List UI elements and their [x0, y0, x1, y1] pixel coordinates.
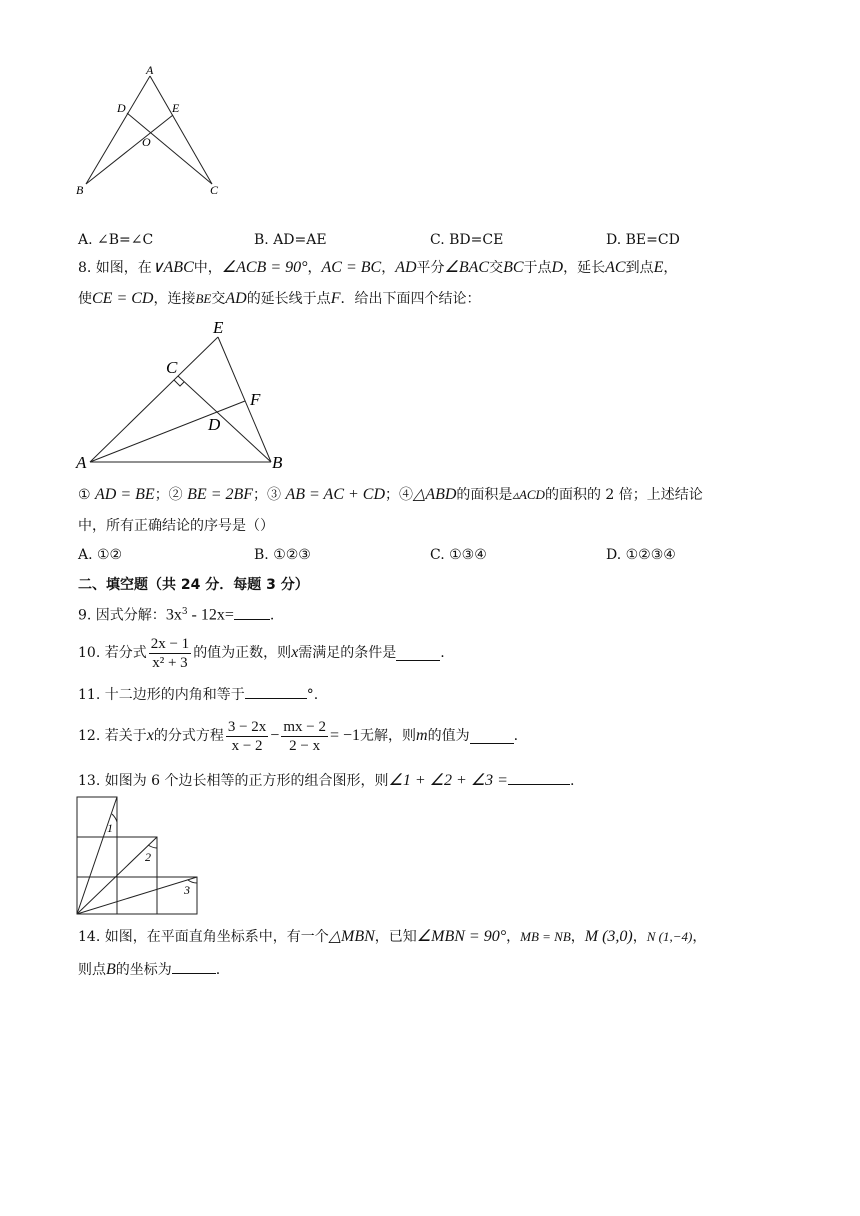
angle-label-2: 2: [145, 850, 151, 864]
segment-eb: [218, 337, 271, 462]
label-d: D: [117, 101, 126, 115]
q9: 9. 因式分解：$3x^3 - 12x=$ .: [78, 606, 275, 624]
segment-af: [90, 401, 245, 462]
q13-answer-blank[interactable]: [508, 770, 570, 785]
label-b: B: [272, 453, 283, 472]
diagonal-3: [77, 877, 197, 914]
q12-answer-blank[interactable]: [470, 729, 514, 744]
label-e: E: [213, 318, 224, 337]
label-o: O: [142, 135, 151, 149]
q8-option-a[interactable]: A. ①②: [78, 547, 123, 563]
segment-cd: [127, 113, 212, 184]
q14-answer-blank[interactable]: [172, 959, 216, 974]
right-angle-mark: [174, 380, 184, 386]
segment-ac: [150, 76, 212, 184]
figure-q7: [70, 60, 240, 200]
segment-ab: [86, 76, 150, 184]
q7-option-d[interactable]: D. BE=CD: [606, 232, 680, 248]
q12: 12. 若关于 x 的分式方程 $\frac{3 - 2x}{x - 2}$ − $\frac{mx - 2}{2 - x}$ = −1 无解，则 m 的值为 .: [78, 718, 519, 754]
q8-option-c[interactable]: C. ①③④: [430, 547, 487, 563]
q14-line1: 14. 如图，在平面直角坐标系中，有一个△MBN，已知∠MBN = 90°，MB = NB，M (3,0)，N (1,−4)，: [78, 928, 707, 945]
label-e: E: [172, 101, 180, 115]
label-f: F: [250, 390, 261, 409]
q7-option-a[interactable]: A. ∠B=∠C: [78, 232, 154, 248]
q7-option-b[interactable]: B. AD=AE: [254, 232, 327, 248]
q11: 11. 十二边形的内角和等于 °.: [78, 684, 318, 704]
label-a: A: [146, 63, 154, 77]
figure-q8: [70, 315, 300, 475]
angle-label-1: 1: [107, 821, 113, 835]
q8-option-b[interactable]: B. ①②③: [254, 547, 311, 563]
q10: 10. 若分式 $\frac{2x - 1}{\text{x² + 3}}$ 的值为正数，则 x 需满足的条件是 .: [78, 635, 445, 671]
label-d: D: [208, 415, 221, 434]
q10-answer-blank[interactable]: [396, 646, 440, 661]
angle-label-3: 3: [184, 883, 190, 897]
q12-fraction-1: $\frac{3 - 2x}{x - 2}$: [227, 718, 267, 754]
q8-line2: 使CE = CD，连接BE交AD的延长线于点F．给出下面四个结论：: [78, 290, 481, 307]
q8-conclusions: ① AD = BE；② BE = 2BF；③ AB = AC + CD；④△ABD的面积是▵ACD的面积的 2 倍；上述结论: [78, 486, 703, 503]
square-bottom-3: [157, 877, 197, 914]
angle-arc-2: [148, 845, 157, 848]
q8-option-d[interactable]: D. ①②③④: [606, 547, 676, 563]
label-c: C: [210, 183, 219, 197]
q7-option-c[interactable]: C. BD=CE: [430, 232, 504, 248]
q13: 13. 如图为 6 个边长相等的正方形的组合图形，则∠1 + ∠2 + ∠3 = .: [78, 772, 575, 789]
q14-line2: 则点B的坐标为 .: [78, 961, 221, 978]
q10-fraction: $\frac{2x - 1}{\text{x² + 3}}$: [150, 635, 190, 671]
label-a: A: [76, 453, 87, 472]
segment-cb: [178, 376, 271, 462]
q8-line1: 8. 如图，在∨ABC中，∠ACB = 90°，AC = BC，AD平分∠BAC交BC于点D，延长AC到点E，: [78, 259, 678, 276]
figure-q13: [72, 792, 206, 916]
q8-line4: 中，所有正确结论的序号是（）: [78, 518, 274, 534]
segment-be: [86, 115, 173, 184]
q11-answer-blank[interactable]: [245, 684, 307, 699]
q9-answer-blank[interactable]: [234, 605, 270, 620]
q12-fraction-2: $\frac{mx - 2}{2 - x}$: [283, 718, 326, 754]
diagonal-1: [77, 797, 117, 914]
label-b: B: [76, 183, 84, 197]
label-c: C: [166, 358, 178, 377]
section-heading: 二、填空题（共 24 分．每题 3 分）: [78, 577, 309, 593]
segment-ae: [90, 337, 218, 462]
